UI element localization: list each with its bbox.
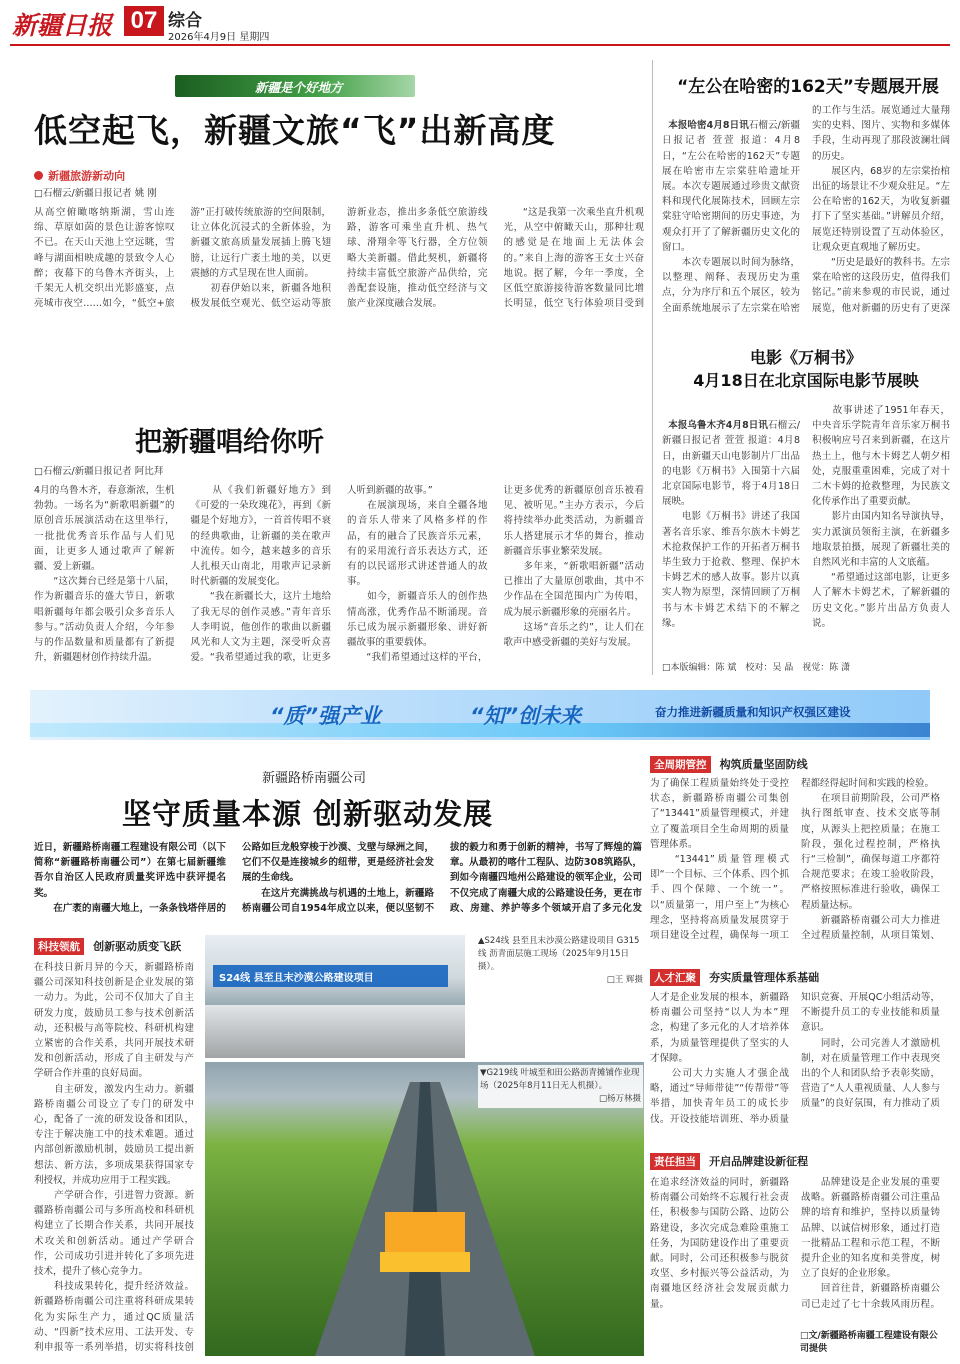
masthead-logo xyxy=(12,8,122,40)
article-body xyxy=(662,403,950,656)
article-headline-line2: 4月18日在北京国际电影节展映 xyxy=(693,371,919,390)
section-label-badge: 责任担当 xyxy=(650,1153,700,1170)
article-tag xyxy=(34,165,174,183)
article-intro: 近日，新疆路桥南疆工程建设有限公司（以下简称“新疆路桥南疆公司”）在第七届新疆维吾尔自治区人民政府质量奖评选中获评提名奖。 在广袤的南疆大地上，一条条钱塔伴居的公路如巨龙般穿梭于沙漠、戈壁与绿洲之间，它们不仅是连接城乡的纽带，更是经济社会发展的生命线。 在这片充满挑战与机遇的土地上，新疆路桥南疆公司自1954年成立以来，便以坚韧不拔的毅力和勇于创新的精神，书写了辉煌的篇章。从最初的喀什工程队、边防308筑路队，到如今南疆四地州公路建设的领军企业，公司不仅完成了南疆大成的公路建设任务，更在市政、房建、养护等多个领域开启了多元化发 xyxy=(34,842,642,914)
section-title: 创新驱动质变飞跃 xyxy=(93,940,182,953)
caption-text: ▲S24线 县至且末沙漠公路建设项目 G315线 沥青面层施工现场（2025年9月15日摄）。 xyxy=(478,936,640,972)
tag-label: 新疆旅游新动向 xyxy=(48,169,126,183)
column-divider xyxy=(652,60,653,675)
section-heading xyxy=(650,1150,940,1168)
section-label-badge: 全周期管控 xyxy=(650,756,711,773)
article-headline: “左公在哈密的162天”专题展开展 xyxy=(677,77,939,97)
section-body: 为了确保工程质量始终处于受控状态，新疆路桥南疆公司集创了“13441”质量管理模式，并建立了覆盖项目全生命周期的质量管理体系。 “13441”质量管理模式即“一个目标、三个体系、四个抓手、四个保障、一个统一”。以“质量第一，用户至上”为核心理念，坚持将高质量发展贯穿于项目建设全过程，确保每一项工程都经得起时间和实践的检验。 在项目前期阶段，公司严格执行图纸审查、技术交底等制度，从源头上把控质量；在施工阶段，强化过程控制，严格执行“三检制”，确保每道工序都符合规范要求；在竣工验收阶段，严格按照标准进行验收，确保工程质量达标。 新疆路桥南疆公司大力推进全过程质量控制，从项目策划、 xyxy=(650,778,940,942)
section-label-badge: 科技领航 xyxy=(34,938,84,955)
issue-date: 2026年4月9日 星期四 xyxy=(168,32,270,43)
section-title: 综合 xyxy=(168,11,202,31)
article-lead: 本报乌鲁木齐4月8日讯 xyxy=(668,420,768,432)
masthead xyxy=(0,0,960,50)
feature-banner-text2: “知”创未来 xyxy=(470,704,582,728)
section-heading xyxy=(650,753,940,771)
article-kicker: 新疆路桥南疆公司 xyxy=(262,771,367,786)
section-title: 构筑质量坚固防线 xyxy=(719,758,808,771)
article-sign-off: □文/新疆路桥南疆工程建设有限公司提供 xyxy=(800,1331,938,1354)
article-headline: 坚守质量本源 创新驱动发展 xyxy=(122,797,494,831)
photo-caption xyxy=(478,1065,643,1108)
article-headline: 把新疆唱给你听 xyxy=(135,427,324,458)
section-body: 人才是企业发展的根本，新疆路桥南疆公司坚持“以人为本”理念，构建了多元化的人才培养体系，为质量管理提供了坚实的人才保障。 公司大力实施人才强企战略，通过“导师带徒”“传帮带”等举措，加快青年员工的成长步伐。开设技能培训班、举办质量知识竞赛、开展QC小组活动等，不断提升员工的专业技能和质量意识。 同时，公司完善人才激励机制，对在质量管理工作中表现突出的个人和团队给予表彰奖励，营造了“人人重视质量、人人参与质量”的良好氛围，有力推动了质 xyxy=(650,992,940,1125)
section-body: 在追求经济效益的同时，新疆路桥南疆公司始终不忘履行社会责任，积极参与国防公路、边防公路建设，多次完成急难险重施工任务，为国防建设作出了重要贡献。同时，公司还积极参与脱贫攻坚、乡村振兴等公益活动，为南疆地区经济社会发展贡献力量。 品牌建设是企业发展的重要战略。新疆路桥南疆公司注重品牌的培育和维护，坚持以质量铸品牌、以诚信树形象，通过打造一批精品工程和示范工程，不断提升企业的知名度和美誉度，树立了良好的企业形象。 回首往昔，新疆路桥南疆公司已走过了七十余载风雨历程。 xyxy=(650,1177,940,1310)
article-text: 石榴云/新疆日报记者 萱萱 报道：4月8日，“左公在哈密的162天”专题展在哈密市左宗棠驻哈遗址开展。本次专题展通过珍贵文献资料和现代化展陈技术，回顾左宗棠驻守哈密期间的历史事迹，为观众打开了了解新疆历史文化的窗口。 本次专题展以时间为脉络，以整理、阐释、表现历史为重点，分为序厅和五个展区，较为全面系统地展示了左宗棠在哈密的工作与生活。展览通过大量翔实的史料、图片、实物和多媒体手段，生动再现了那段波澜壮阔的历史。 展区内，68岁的左宗棠抬棺出征的场景让不少观众驻足。“左公在哈密的162天，为收复新疆打下了坚实基础。”讲解员介绍，展览还特别设置了互动体验区，让观众更直观地了解历史。 “历史是最好的教科书。左宗棠在哈密的这段历史，值得我们铭记。”前来参观的市民说，通过展览，他对新疆的历史有了更深 xyxy=(662,105,950,314)
photo-crowd xyxy=(205,1005,465,1058)
page-number: 07 xyxy=(124,6,164,36)
masthead-rule xyxy=(10,44,950,46)
feature-banner xyxy=(30,690,930,740)
article-byline: □石榴云/新疆日报记者 阿比拜 xyxy=(34,466,164,477)
newspaper-logo-icon xyxy=(12,8,122,40)
article-byline: □石榴云/新疆日报记者 姚 刚 xyxy=(34,188,157,199)
editor-credits: □本版编辑：陈 斌 校对：吴 晶 视觉：陈 潇 xyxy=(662,663,851,673)
feature-banner-subtitle: 奋力推进新疆质量和知识产权强区建设 xyxy=(655,705,851,719)
article-body: 4月的乌鲁木齐，春意渐浓，生机勃勃。一场名为“新歌唱新疆”的原创音乐展演活动在这里举行，一批批优秀音乐作品与人们见面，让更多人通过歌声了解新疆、爱上新疆。 “这次舞台已经是第十八届，作为新疆音乐的盛大节日，新歌唱新疆每年都会吸引众多音乐人参与。”活动负责人介绍，今年参与的作品数量和质量都有了新提升，新疆题材创作持续升温。 从《我们新疆好地方》到《可爱的一朵玫瑰花》，再到《新疆是个好地方》，一首首传唱不衰的经典歌曲，让新疆的美在歌声中流传。如今，越来越多的音乐人扎根天山南北，用歌声记录新时代新疆的发展变化。 “我在新疆长大，这片土地给了我无尽的创作灵感。”青年音乐人李明说，他创作的歌曲以新疆风光和人文为主题，深受听众喜爱。“我希望通过我的歌，让更多人听到新疆的故事。” 在展演现场，来自全疆各地的音乐人带来了风格多样的作品，有的融合了民族音乐元素，有的采用流行音乐表达方式，还有的以民谣形式讲述普通人的故事。 如今，新疆音乐人的创作热情高涨，优秀作品不断涌现。音乐已成为展示新疆形象、讲好新疆故事的重要载体。 “我们希望通过这样的平台，让更多优秀的新疆原创音乐被看见、被听见。”主办方表示，今后将持续举办此类活动，为新疆音乐人搭建展示才华的舞台，推动新疆音乐事业繁荣发展。 多年来，“新歌唱新疆”活动已推出了大量原创歌曲，其中不少作品在全国范围内广为传唱，成为展示新疆形象的亮丽名片。 这场“音乐之约”，让人们在歌声中感受新疆的美好与发展。 xyxy=(34,485,644,664)
section-banner xyxy=(175,75,415,97)
caption-credit: □王 辉摄 xyxy=(606,975,643,985)
section-body: 在科技日新月异的今天，新疆路桥南疆公司深知科技创新是企业发展的第一动力。为此，公司不仅加大了自主研发力度，鼓励员工参与技术创新活动，还积极与高等院校、科研机构建立紧密的合作关系，共同开展技术研发和创新活动，形成了自主研发与产学研合作并重的良好局面。 自主研发，激发内生动力。新疆路桥南疆公司设立了专门的研发中心，配备了一流的研发设备和团队，专注于解决施工中的技术难题。通过内部创新激励机制，鼓励员工提出新想法、新方法，多项成果获得国家专利授权，并成功应用于工程实践。 产学研合作，引进智力资源。新疆路桥南疆公司与多所高校和科研机构建立了长期合作关系，共同开展技术攻关和创新活动。通过产学研合作，公司成功引进并转化了多项先进技术，提升了核心竞争力。 科技成果转化，提升经济效益。新疆路桥南疆公司注重将科研成果转化为实际生产力，通过QC质量活动、“四新”技术应用、工法开发、专利申报等一系列举措，切实将科技创 xyxy=(34,962,194,1354)
article-headline-line1: 电影《万桐书》 xyxy=(749,348,862,367)
caption-credit: □杨万林摄 xyxy=(598,1094,641,1104)
section-heading xyxy=(650,966,940,984)
caption-text: ▼G219线 叶城至和田公路沥青摊铺作业现场（2025年8月11日无人机摄）。 xyxy=(480,1068,640,1091)
article-lead: 本报哈密4月8日讯 xyxy=(668,120,749,132)
photo-overlay-text: S24线 县至且末沙漠公路建设项目 xyxy=(219,973,374,984)
section-banner-label: 新疆是个好地方 xyxy=(255,80,343,95)
section-title: 开启品牌建设新征程 xyxy=(709,1155,809,1168)
tag-dot-icon xyxy=(34,171,43,180)
article-headline: 低空起飞，新疆文旅“飞”出新高度 xyxy=(34,111,556,150)
section-title: 夯实质量管理体系基础 xyxy=(709,971,820,984)
photo-construction-site xyxy=(205,935,465,1058)
photo-caption xyxy=(478,935,643,987)
svg-text:新疆日报: 新疆日报 xyxy=(12,11,113,40)
section-label-badge: 人才汇聚 xyxy=(650,969,700,986)
article-body: 从高空俯瞰喀纳斯湖，雪山连绵、草原如茵的景色让游客惊叹不已。在天山天池上空远眺，雪峰与湖面相映成趣的景致令人心醉；夜幕下的乌鲁木齐街头，上千架无人机交织出光影盛宴，点亮城市夜空……如今，“低空+旅游”正打破传统旅游的空间限制，让立体化沉浸式的全新体验，为新疆文旅高质量发展插上腾飞翅膀，让远行广袤土地的美，以更震撼的方式呈现在世人面前。 初春伊始以来，新疆各地积极发展低空观光、低空运动等旅游新业态，推出多条低空旅游线路，游客可乘坐直升机、热气球、滑翔伞等飞行器，全方位领略大美新疆。借此契机，新疆将持续丰富低空旅游产品供给，完善配套设施，推动低空经济与文旅产业深度融合发展。 “这是我第一次乘坐直升机观光，从空中俯瞰天山，那种壮观的感觉是在地面上无法体会的。”来自上海的游客王女士兴奋地说。据了解，今年一季度，全区低空旅游接待游客数量同比增长明显，低空飞行体验项目受到 xyxy=(34,207,644,310)
feature-banner-text1: “质”强产业 xyxy=(270,704,382,728)
article-text: 石榴云/新疆日报记者 萱萱 报道：4月8日，由新疆天山电影制片厂出品的电影《万桐书》入围第十六届北京国际电影节，将于4月18日展映。 电影《万桐书》讲述了我国著名音乐家、维吾尔族木卡姆艺术抢救保护工作的开拓者万桐书毕生致力于抢救、整理、保护木卡姆艺术的感人故事。影片以真实人物为原型，深情回顾了万桐书与木卡姆艺术结下的不解之缘。 故事讲述了1951年春天，中央音乐学院青年音乐家万桐书积极响应号召来到新疆，在这片热土上，他与木卡姆艺人朝夕相处，克服重重困难，完成了对十二木卡姆的抢救整理，为民族文化传承作出了重要贡献。 影片由国内知名导演执导，实力派演员领衔主演，在新疆多地取景拍摄，展现了新疆壮美的自然风光和丰富的人文底蕴。 “希望通过这部电影，让更多人了解木卡姆艺术，了解新疆的历史文化。”影片出品方负责人说。 xyxy=(662,405,950,629)
article-body xyxy=(662,103,950,318)
